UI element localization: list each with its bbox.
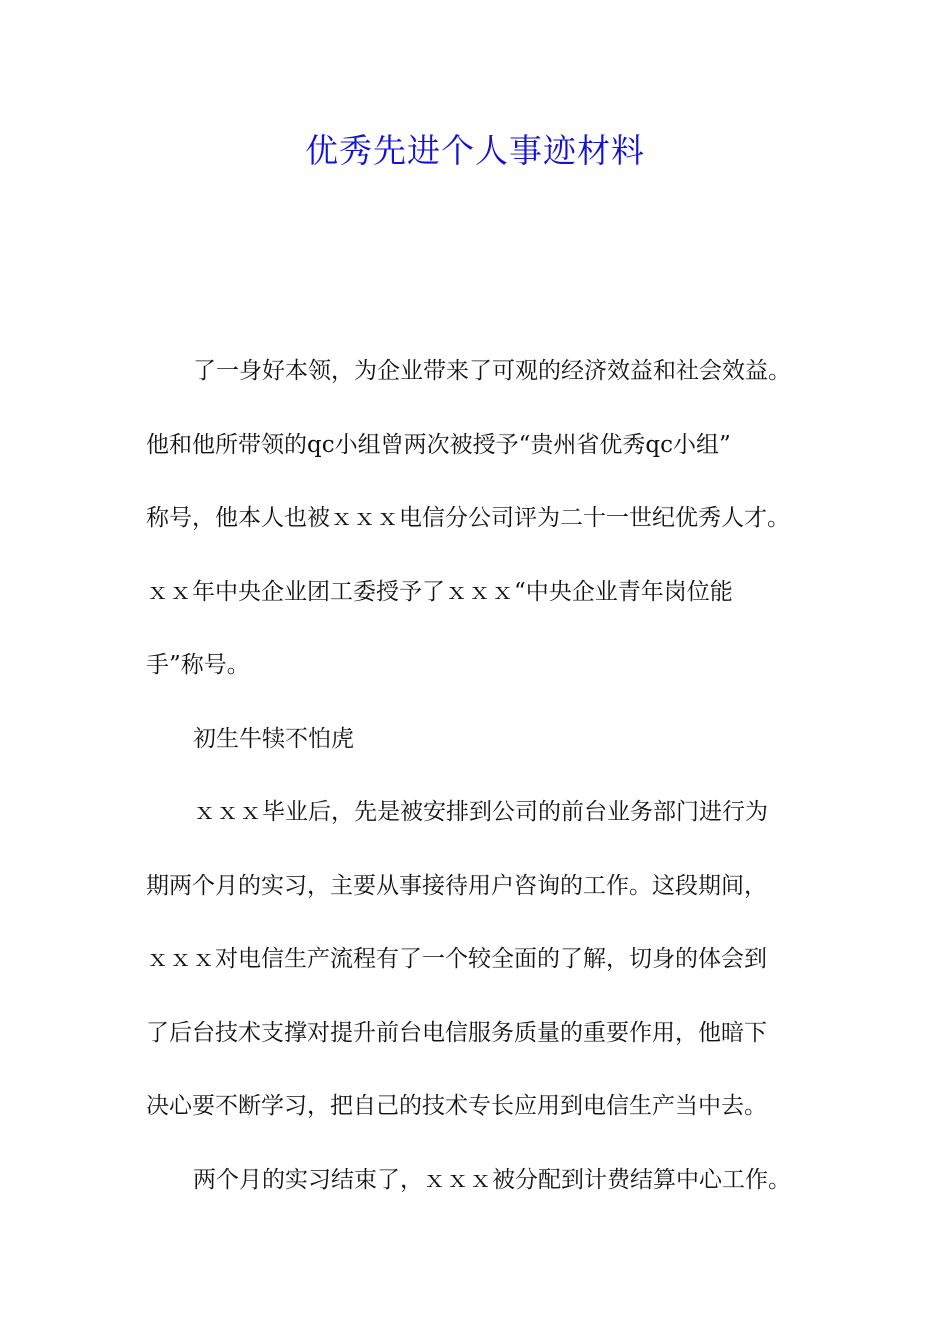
document-title: 优秀先进个人事迹材料 <box>305 131 645 170</box>
paragraph-line: 称号，他本人也被ｘｘｘ电信分公司评为二十一世纪优秀人才。 <box>146 505 790 531</box>
paragraph-line: 了一身好本领，为企业带来了可观的经济效益和社会效益。 <box>193 358 791 384</box>
paragraph-line: 两个月的实习结束了，ｘｘｘ被分配到计费结算中心工作。 <box>193 1166 791 1193</box>
paragraph-line: 了后台技术支撑对提升前台电信服务质量的重要作用，他暗下 <box>146 1019 767 1046</box>
paragraph-line: 期两个月的实习，主要从事接待用户咨询的工作。这段期间， <box>146 872 767 899</box>
section-heading: 初生牛犊不怕虎 <box>193 725 354 752</box>
paragraph-line: ｘｘｘ毕业后，先是被安排到公司的前台业务部门进行为 <box>193 799 768 825</box>
paragraph-line: 决心要不断学习，把自己的技术专长应用到电信生产当中去。 <box>146 1093 767 1119</box>
paragraph-line: ｘｘ年中央企业团工委授予了ｘｘｘ“中央企业青年岗位能 <box>146 578 733 605</box>
paragraph-line: 他和他所带领的qc小组曾两次被授予“贵州省优秀qc小组” <box>146 431 731 458</box>
document-body <box>146 335 826 1217</box>
paragraph-line: 手”称号。 <box>146 652 250 678</box>
paragraph-line: ｘｘｘ对电信生产流程有了一个较全面的了解，切身的体会到 <box>146 946 767 972</box>
